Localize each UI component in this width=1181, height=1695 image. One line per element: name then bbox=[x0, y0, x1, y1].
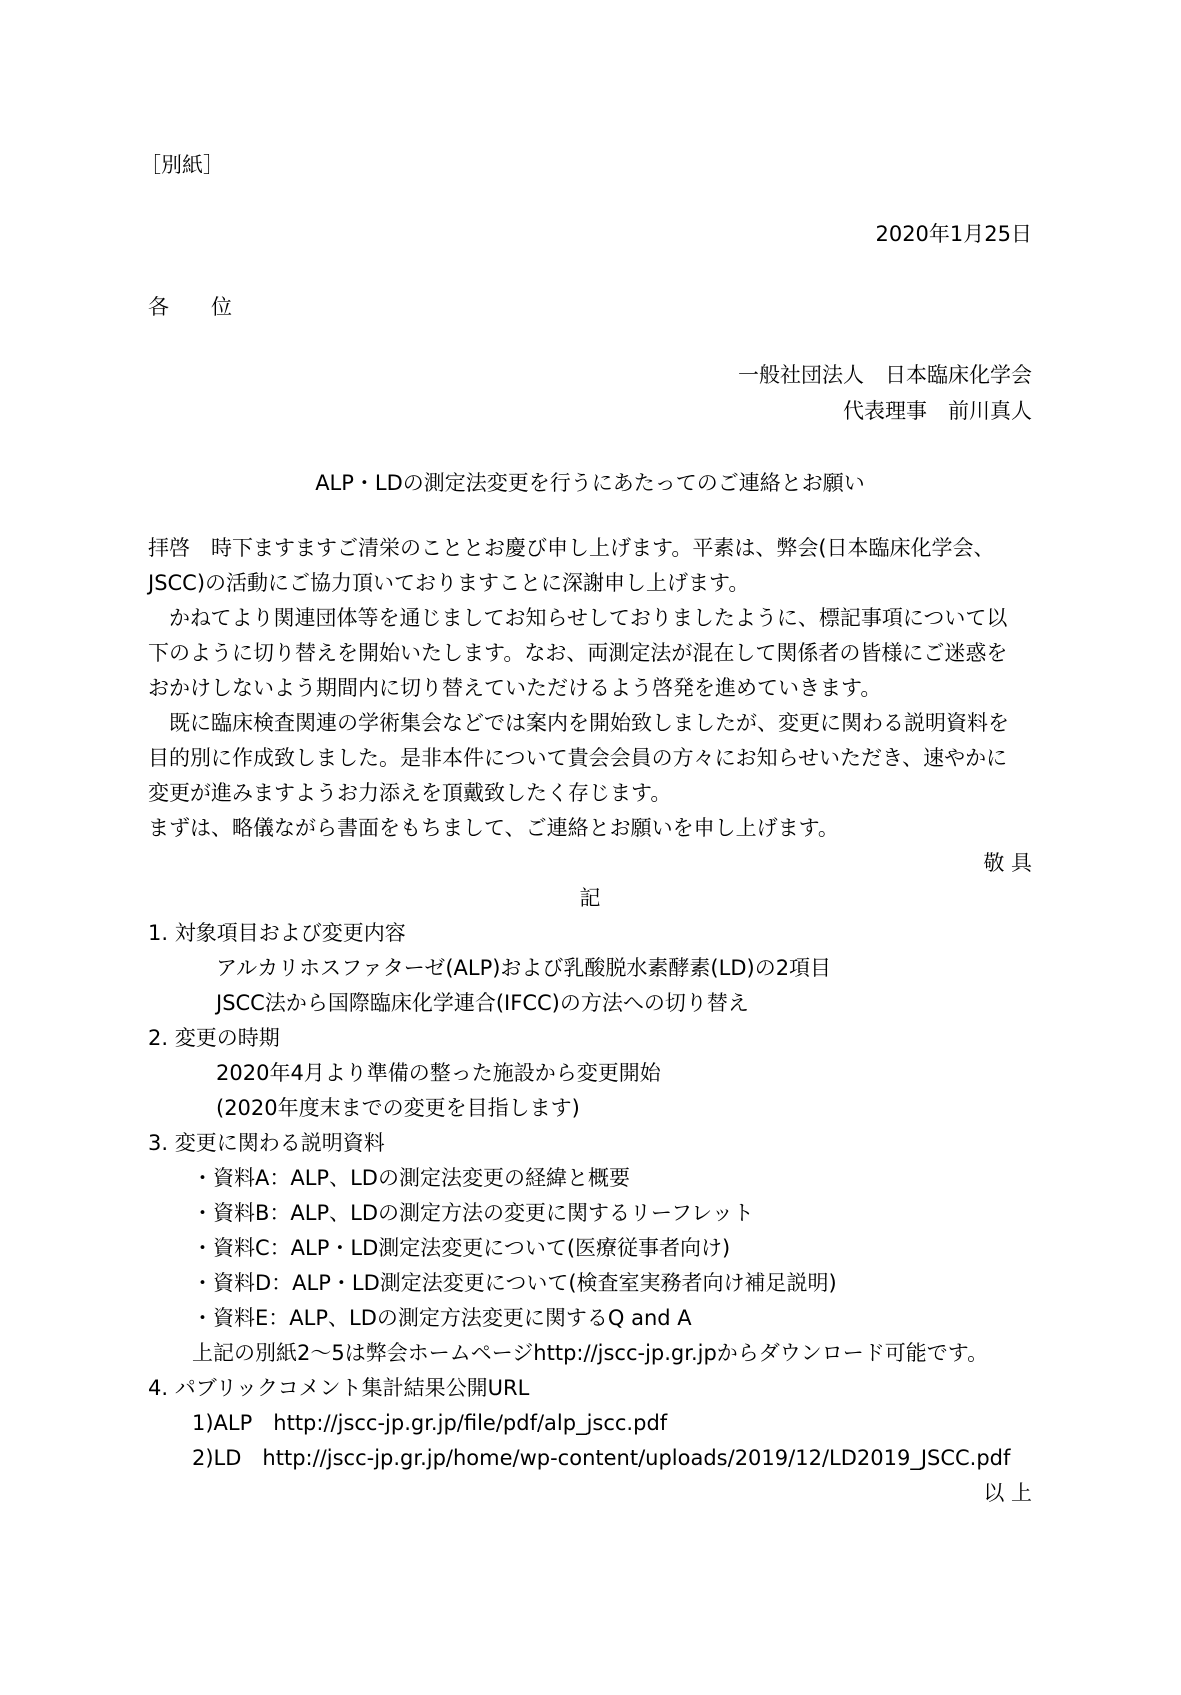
body-line: かねてより関連団体等を通じましてお知らせしておりましたように、標記事項について以 bbox=[148, 606, 1008, 630]
body-line: 拝啓 時下ますますご清栄のこととお慶び申し上げます。平素は、弊会(日本臨床化学会、 bbox=[148, 536, 995, 560]
body-line: 既に臨床検査関連の学術集会などでは案内を開始致しましたが、変更に関わる説明資料を bbox=[148, 711, 1009, 735]
material-item: ・資料D：ALP・LD測定法変更について(検査室実務者向け補足説明) bbox=[192, 1271, 837, 1295]
material-item: ・資料B：ALP、LDの測定方法の変更に関するリーフレット bbox=[192, 1201, 754, 1225]
material-item: ・資料A：ALP、LDの測定法変更の経緯と概要 bbox=[192, 1166, 630, 1190]
attachment-label: ［別紙］ bbox=[140, 153, 224, 177]
end-mark: 以 上 bbox=[983, 1481, 1032, 1505]
closing: 敬 具 bbox=[983, 851, 1032, 875]
sender-org: 一般社団法人 日本臨床化学会 bbox=[738, 363, 1032, 387]
body-line: 目的別に作成致しました。是非本件について貴会会員の方々にお知らせいただき、速やかに bbox=[148, 746, 1008, 770]
document-title: ALP・LDの測定法変更を行うにあたってのご連絡とお願い bbox=[315, 471, 865, 495]
body-line: まずは、略儀ながら書面をもちまして、ご連絡とお願いを申し上げます。 bbox=[148, 816, 839, 840]
sender-rep: 代表理事 前川真人 bbox=[843, 399, 1032, 423]
section-line: JSCC法から国際臨床化学連合(IFCC)の方法への切り替え bbox=[216, 991, 749, 1015]
section-heading: 3. 変更に関わる説明資料 bbox=[148, 1131, 385, 1155]
url-ld[interactable]: 2)LD http://jscc-jp.gr.jp/home/wp-content/uploads/2019/12/LD2019_JSCC.pdf bbox=[192, 1446, 1011, 1470]
material-item: ・資料C：ALP・LD測定法変更について(医療従事者向け) bbox=[192, 1236, 731, 1260]
document-body bbox=[148, 531, 1032, 1511]
section-heading: 4. パブリックコメント集計結果公開URL bbox=[148, 1376, 530, 1400]
addressee: 各 位 bbox=[148, 295, 232, 319]
section-line: 2020年4月より準備の整った施設から変更開始 bbox=[216, 1061, 661, 1085]
section-line: アルカリホスファターゼ(ALP)および乳酸脱水素酵素(LD)の2項目 bbox=[216, 956, 832, 980]
ki-heading: 記 bbox=[579, 886, 601, 910]
body-line: おかけしないよう期間内に切り替えていただけるよう啓発を進めていきます。 bbox=[148, 676, 882, 700]
section-heading: 2. 変更の時期 bbox=[148, 1026, 280, 1050]
body-line: 下のように切り替えを開始いたします。なお、両測定法が混在して関係者の皆様にご迷惑を bbox=[148, 641, 1008, 665]
download-note: 上記の別紙2～5は弊会ホームページhttp://jscc-jp.gr.jpからダウンロード可能です。 bbox=[192, 1341, 989, 1365]
body-line: JSCC)の活動にご協力頂いておりますことに深謝申し上げます。 bbox=[148, 571, 750, 595]
section-heading: 1. 対象項目および変更内容 bbox=[148, 921, 406, 945]
document-date: 2020年1月25日 bbox=[875, 222, 1032, 246]
body-line: 変更が進みますようお力添えを頂戴致したく存じます。 bbox=[148, 781, 672, 805]
url-alp[interactable]: 1)ALP http://jscc-jp.gr.jp/file/pdf/alp_jscc.pdf bbox=[192, 1411, 668, 1435]
section-line: (2020年度末までの変更を目指します) bbox=[216, 1096, 580, 1120]
material-item: ・資料E：ALP、LDの測定方法変更に関するQ and A bbox=[192, 1306, 692, 1330]
